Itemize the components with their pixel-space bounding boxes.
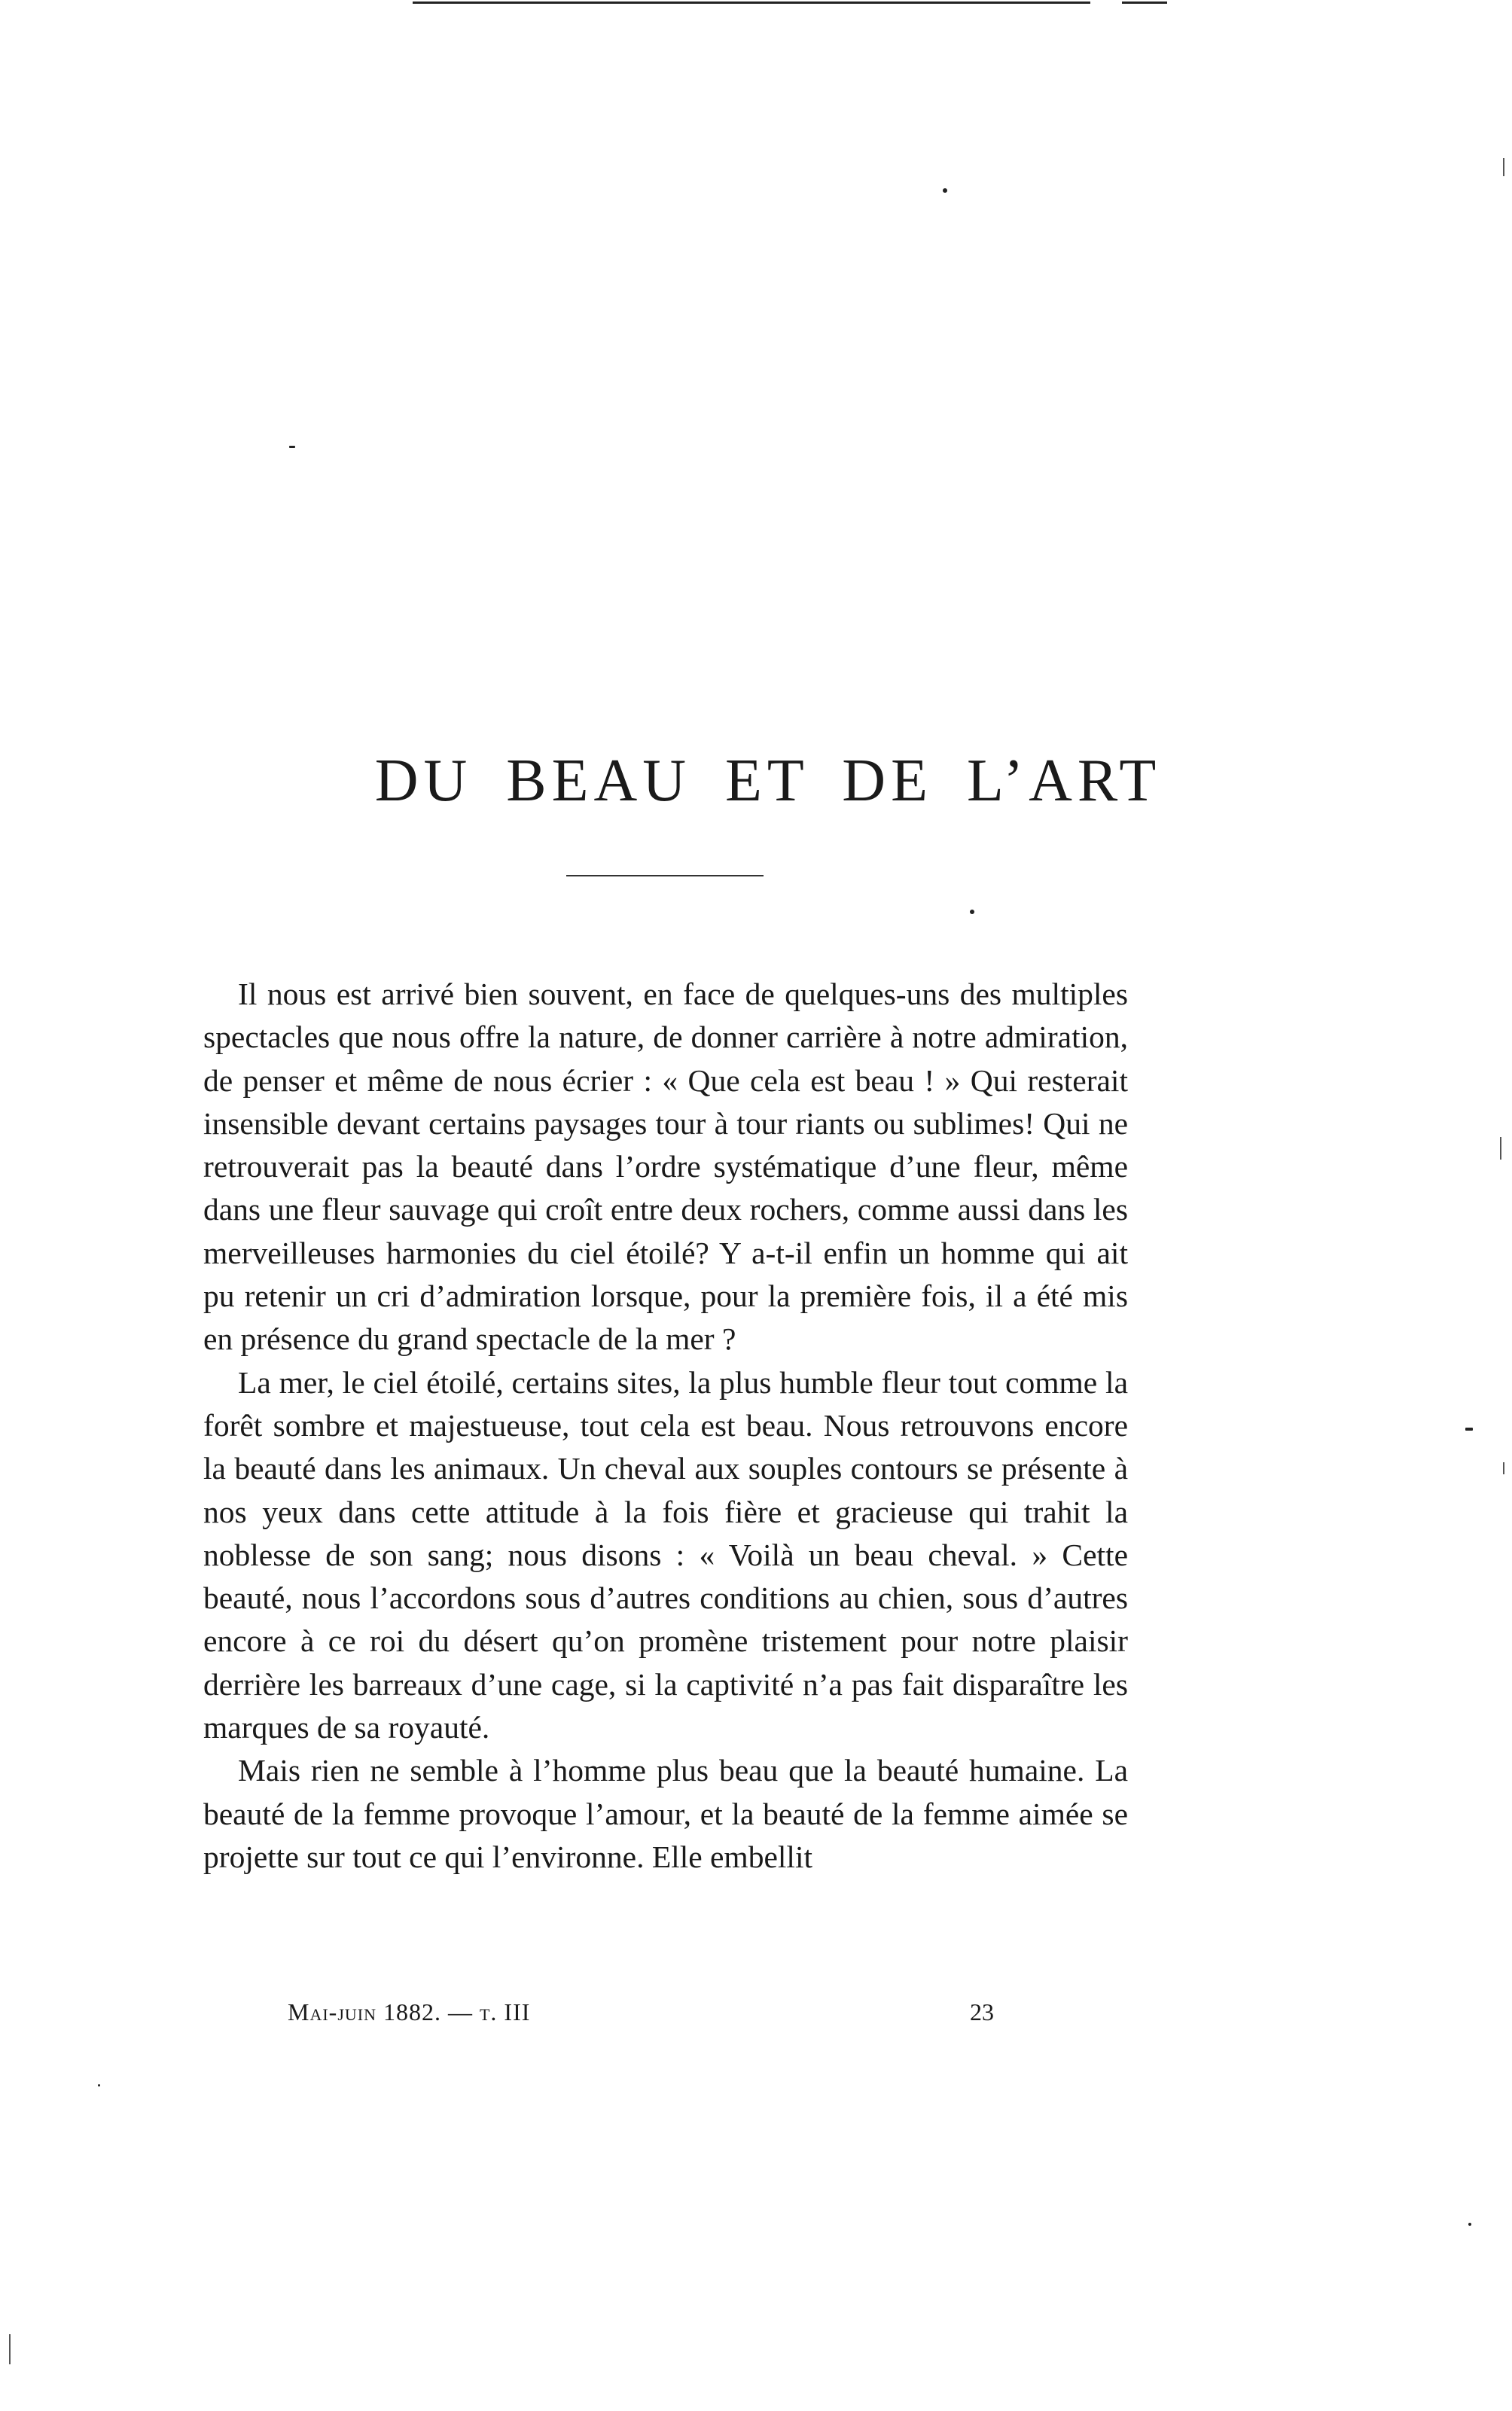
scan-speck (1465, 1428, 1473, 1431)
title-separator-rule (566, 875, 764, 876)
scan-speck (289, 446, 295, 448)
footer-issue: Mai-juin 1882. — t. III (288, 1998, 531, 2025)
scan-speck (98, 2084, 100, 2086)
scan-speck (943, 188, 947, 193)
paragraph: Mais rien ne semble à l’homme plus beau que la beauté humaine. La beauté de la femme provoque l’amour, et la beauté de la femme aimée se projette sur tout ce qui l’environne. Elle embellit (203, 1753, 1128, 1874)
paragraph: La mer, le ciel étoilé, certains sites, la plus humble fleur tout comme la forêt sombre et majestueuse, tout cela est beau. Nous retrouvons encore la beauté dans les animaux. Un cheval aux souples contours se présente à nos yeux dans cette attitude à la fois fière et gracieuse qui trahit la noblesse de son sang; nous disons : « Voilà un beau cheval. » Cette beauté, nous l’accordons sous d’autres conditions au chien, sous d’autres encore à ce roi du désert qu’on promène tristement pour notre plaisir derrière les barreaux d’une cage, si la captivité n’a pas fait disparaître les marques de sa royauté. (203, 1364, 1128, 1745)
page-number: 23 (970, 1998, 994, 2025)
margin-tick (1503, 158, 1504, 176)
margin-tick (1503, 1462, 1504, 1474)
article-body (203, 973, 1128, 1879)
top-rule-short (1122, 2, 1167, 4)
top-rule (413, 2, 1090, 4)
paragraph: Il nous est arrivé bien souvent, en face de quelques-uns des multiples spectacles que nous offre la nature, de donner carrière à notre admiration, de penser et même de nous écrier : « Que cela est beau ! » Qui resterait insensible devant certains paysages tour à tour riants ou sublimes! Qui ne retrouverait pas la beauté dans l’ordre systématique d’une fleur, même dans une fleur sauvage qui croît entre deux rochers, comme aussi dans les merveilleuses harmonies du ciel étoilé? Y a-t-il enfin un homme qui ait pu retenir un cri d’admiration lorsque, pour la première fois, il a été mis en présence du grand spectacle de la mer ? (203, 977, 1128, 1357)
margin-tick (1500, 1137, 1501, 1160)
scan-speck (970, 910, 974, 914)
article-title: DU BEAU ET DE L’ART (374, 748, 1162, 814)
margin-tick (9, 2334, 11, 2364)
scan-speck (1468, 2223, 1471, 2226)
